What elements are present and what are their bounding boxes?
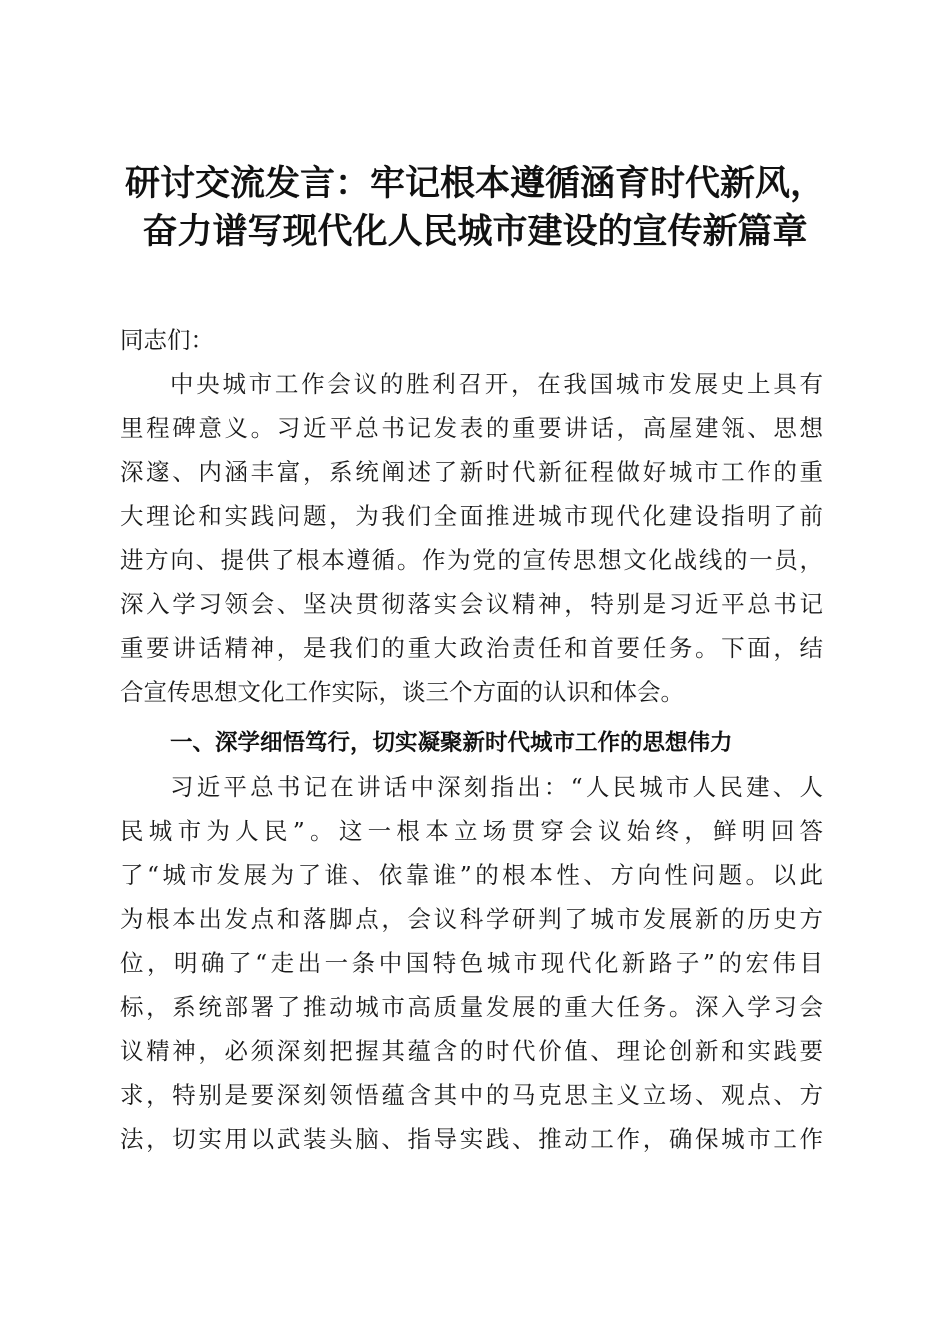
paragraph-line: 民城市为人民”。这一根本立场贯穿会议始终，鲜明回答 (120, 817, 823, 845)
paragraph-line: 了“城市发展为了谁、依靠谁”的根本性、方向性问题。以此 (120, 861, 823, 889)
paragraph-line: 议精神，必须深刻把握其蕴含的时代价值、理论创新和实践要 (120, 1037, 823, 1065)
paragraph-line: 深入学习领会、坚决贯彻落实会议精神，特别是习近平总书记 (120, 590, 823, 618)
salutation: 同志们： (120, 326, 214, 354)
paragraph-line: 标，系统部署了推动城市高质量发展的重大任务。深入学习会 (120, 993, 823, 1021)
paragraph-line: 位，明确了“走出一条中国特色城市现代化新路子”的宏伟目 (120, 949, 823, 977)
paragraph-line: 为根本出发点和落脚点，会议科学研判了城市发展新的历史方 (120, 905, 823, 933)
paragraph-line: 法，切实用以武装头脑、指导实践、推动工作，确保城市工作 (120, 1125, 823, 1153)
document-title-line-1: 研讨交流发言：牢记根本遵循涵育时代新风， (124, 163, 825, 204)
document-title-line-2: 奋力谱写现代化人民城市建设的宣传新篇章 (142, 211, 808, 252)
paragraph-line: 中央城市工作会议的胜利召开，在我国城市发展史上具有 (170, 370, 823, 398)
paragraph-line: 合宣传思想文化工作实际，谈三个方面的认识和体会。 (120, 678, 684, 706)
paragraph-line: 大理论和实践问题，为我们全面推进城市现代化建设指明了前 (120, 502, 823, 530)
paragraph-line: 重要讲话精神，是我们的重大政治责任和首要任务。下面，结 (120, 634, 823, 662)
paragraph-line: 进方向、提供了根本遵循。作为党的宣传思想文化战线的一员， (120, 546, 823, 574)
paragraph-line: 求，特别是要深刻领悟蕴含其中的马克思主义立场、观点、方 (120, 1081, 823, 1109)
paragraph-line: 习近平总书记在讲话中深刻指出：“人民城市人民建、人 (170, 773, 823, 801)
paragraph-line: 深邃、内涵丰富，系统阐述了新时代新征程做好城市工作的重 (120, 458, 823, 486)
section-heading-1: 一、深学细悟笃行，切实凝聚新时代城市工作的思想伟力 (170, 730, 733, 756)
paragraph-line: 里程碑意义。习近平总书记发表的重要讲话，高屋建瓴、思想 (120, 414, 823, 442)
